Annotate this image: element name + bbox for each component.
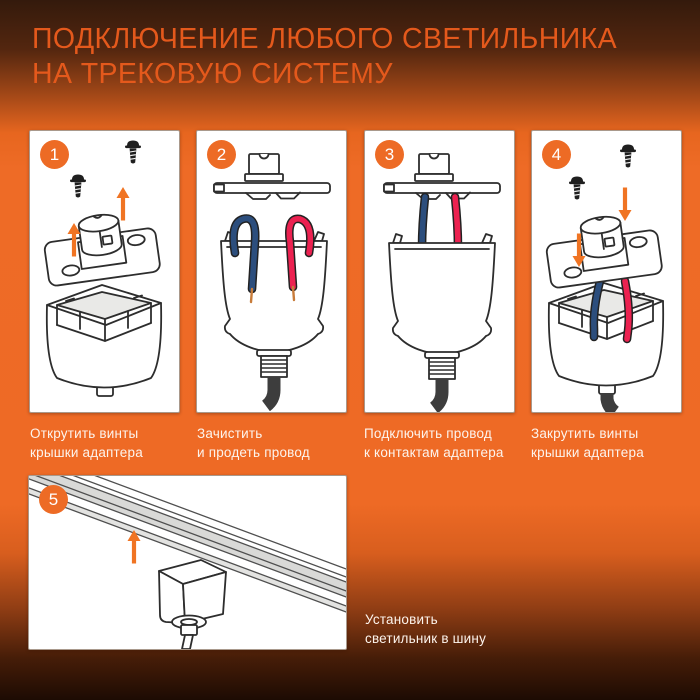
- step-number-badge: 1: [40, 140, 69, 169]
- wire-red: [455, 197, 458, 248]
- adapter-cover-plate: [543, 210, 663, 289]
- step-caption-4: [531, 424, 644, 462]
- caption-line: к контактам адаптера: [364, 445, 504, 460]
- poster-title: [32, 22, 617, 92]
- step-panel-2: [196, 130, 347, 413]
- step-number-badge: 5: [39, 485, 68, 514]
- illustration-step-2: [197, 131, 346, 412]
- adapter-body: [389, 234, 495, 408]
- adapter-body: [47, 285, 161, 396]
- step-panel-1: [29, 130, 180, 413]
- step-caption-5: [365, 610, 486, 648]
- caption-line: и продеть провод: [197, 445, 310, 460]
- caption-line: Подключить провод: [364, 426, 492, 441]
- step-number-badge: 4: [542, 140, 571, 169]
- screw-icon: [70, 175, 86, 198]
- wire-red: [625, 281, 629, 339]
- screw-icon: [620, 145, 636, 168]
- screw-icon: [125, 141, 141, 164]
- screw-icon: [569, 177, 585, 200]
- step-caption-3: [364, 424, 504, 462]
- caption-line: крышки адаптера: [30, 445, 143, 460]
- step-number-badge: 2: [207, 140, 236, 169]
- step-panel-5: [28, 475, 347, 650]
- caption-line: Закрутить винты: [531, 426, 639, 441]
- step-caption-1: [30, 424, 143, 462]
- step-panel-4: [531, 130, 682, 413]
- caption-line: Открутить винты: [30, 426, 139, 441]
- wire-blue: [422, 197, 425, 248]
- adapter-body: [549, 283, 663, 394]
- caption-line: Установить: [365, 612, 438, 627]
- caption-line: крышки адаптера: [531, 445, 644, 460]
- down-arrow-icon: [619, 188, 632, 222]
- up-arrow-icon: [117, 187, 130, 221]
- step-caption-2: [197, 424, 310, 462]
- illustration-step-5: [29, 476, 346, 649]
- illustration-step-4: [532, 131, 681, 412]
- step-number-badge: 3: [375, 140, 404, 169]
- adapter-body: [221, 232, 327, 406]
- caption-line: светильник в шину: [365, 631, 487, 646]
- track-adapter-box: [159, 560, 226, 649]
- illustration-step-3: [365, 131, 514, 412]
- adapter-cover-plate: [41, 208, 161, 287]
- illustration-step-1: [30, 131, 179, 412]
- step-panel-3: [364, 130, 515, 413]
- poster-title-line1: ПОДКЛЮЧЕНИЕ ЛЮБОГО СВЕТИЛЬНИКА: [32, 23, 618, 55]
- caption-line: Зачистить: [197, 426, 263, 441]
- poster-title-line2: НА ТРЕКОВУЮ СИСТЕМУ: [32, 58, 393, 90]
- power-cable: [607, 393, 615, 412]
